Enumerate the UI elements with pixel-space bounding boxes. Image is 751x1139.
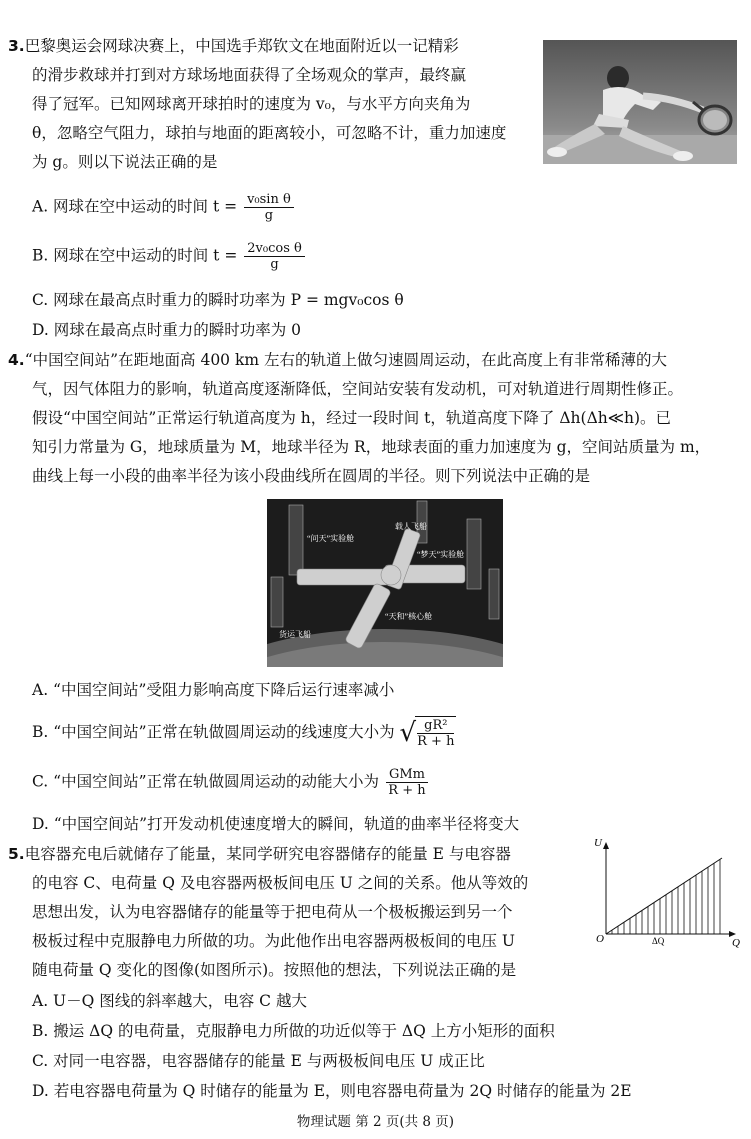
y-axis-arrow: [603, 842, 609, 849]
option-d: D. 网球在最高点时重力的瞬时功率为 0: [32, 321, 302, 339]
delta-q-label: ΔQ: [652, 936, 665, 946]
x-axis-label: Q: [732, 937, 740, 949]
question-text-line: 得了冠军。已知网球离开球拍时的速度为 v₀，与水平方向夹角为: [32, 95, 471, 113]
question-5: [8, 840, 598, 985]
question-text-line: 巴黎奥运会网球决赛上，中国选手郑钦文在地面附近以一记精彩: [24, 37, 459, 55]
question-text-line: 假设“中国空间站”正常运行轨道高度为 h，经过一段时间 t，轨道高度下降了 Δh(Δh≪h)。已: [32, 409, 671, 427]
question-4: [8, 346, 748, 491]
label-tianhe: “天和”核心舱: [385, 612, 433, 621]
option-a: A. U－Q 图线的斜率越大，电容 C 越大: [32, 992, 307, 1010]
question-text-line: 思想出发，认为电容器储存的能量等于把电荷从一个极板搬运到另一个: [32, 903, 513, 921]
option-d: D. 若电容器电荷量为 Q 时储存的能量为 E，则电容器电荷量为 2Q 时储存的能量为 2E: [32, 1082, 632, 1100]
question-number: 3.: [8, 37, 25, 55]
question-text-line: 为 g。则以下说法正确的是: [32, 153, 218, 171]
u-q-line: [606, 858, 722, 934]
question-3: [8, 32, 538, 177]
option-c: C. “中国空间站”正常在轨做圆周运动的动能大小为 $\frac{\text{GMm}}{R + h}$: [32, 767, 430, 798]
option-a: A. “中国空间站”受阻力影响高度下降后运行速率减小: [32, 681, 395, 699]
question-text-line: “中国空间站”在距地面高 400 km 左右的轨道上做匀速圆周运动，在此高度上有非常稀薄的大: [24, 351, 667, 369]
question-text-line: 随电荷量 Q 变化的图像(如图所示)。按照他的想法，下列说法正确的是: [32, 961, 517, 979]
label-wentian: “问天”实验舱: [307, 534, 355, 543]
space-station-image: [267, 499, 503, 667]
origin-label: O: [596, 933, 604, 945]
u-q-graph: [592, 838, 744, 950]
question-text-line: 气，因气体阻力的影响，轨道高度逐渐降低，空间站安装有发动机，可对轨道进行周期性修正。: [32, 380, 684, 398]
question-text-line: 知引力常量为 G，地球质量为 M，地球半径为 R，地球表面的重力加速度为 g，空间站质量为 m，: [32, 438, 711, 456]
question-text-line: 的滑步救球并打到对方球场地面获得了全场观众的掌声，最终赢: [32, 66, 467, 84]
label-huoyun: 货运飞船: [279, 630, 311, 639]
fraction: $\frac{\text{GMm}}{R + h}$: [386, 767, 428, 798]
option-c: C. 网球在最高点时重力的瞬时功率为 P = mgv₀cos θ: [32, 291, 404, 309]
question-number: 5.: [8, 845, 25, 863]
option-b: B. “中国空间站”正常在轨做圆周运动的线速度大小为 √ $\frac{\text{gR²}}{R + h}$: [32, 718, 455, 749]
question-text-line: 电容器充电后就储存了能量，某同学研究电容器储存的能量 E 与电容器: [24, 845, 511, 863]
question-text-line: θ，忽略空气阻力，球拍与地面的距离较小，可忽略不计，重力加速度: [32, 124, 507, 142]
y-axis-label: U: [594, 838, 602, 849]
question-text-line: 的电容 C、电荷量 Q 及电容器两极板间电压 U 之间的关系。他从等效的: [32, 874, 529, 892]
question-text-line: 极板过程中克服静电力所做的功。为此他作出电容器两极板间的电压 U: [32, 932, 515, 950]
option-a: A. 网球在空中运动的时间 t = $\frac{\text{v₀sin θ}}{g}$: [32, 192, 296, 223]
label-mengtian: “梦天”实验舱: [417, 550, 465, 559]
label-zairen: 载人飞船: [395, 522, 427, 531]
page-footer: 物理试题 第 2 页(共 8 页): [296, 1114, 455, 1130]
fraction: $\frac{\text{v₀sin θ}}{g}$: [244, 192, 294, 223]
question-text-line: 曲线上每一小段的曲率半径为该小段曲线所在圆周的半径。则下列说法中正确的是: [32, 467, 591, 485]
square-root: √ $\frac{\text{gR²}}{R + h}$: [399, 718, 455, 749]
fraction: $\frac{\text{2v₀cos θ}}{g}$: [244, 241, 305, 272]
option-b: B. 搬运 ΔQ 的电荷量，克服静电力所做的功近似等于 ΔQ 上方小矩形的面积: [32, 1022, 555, 1040]
option-c: C. 对同一电容器，电容器储存的能量 E 与两极板间电压 U 成正比: [32, 1052, 485, 1070]
tennis-player-photo: [543, 40, 737, 164]
option-d: D. “中国空间站”打开发动机使速度增大的瞬间，轨道的曲率半径将变大: [32, 815, 520, 833]
option-b: B. 网球在空中运动的时间 t = $\frac{\text{2v₀cos θ}}{g}$: [32, 241, 307, 272]
question-number: 4.: [8, 351, 25, 369]
fraction: $\frac{\text{gR²}}{R + h}$: [417, 718, 455, 749]
